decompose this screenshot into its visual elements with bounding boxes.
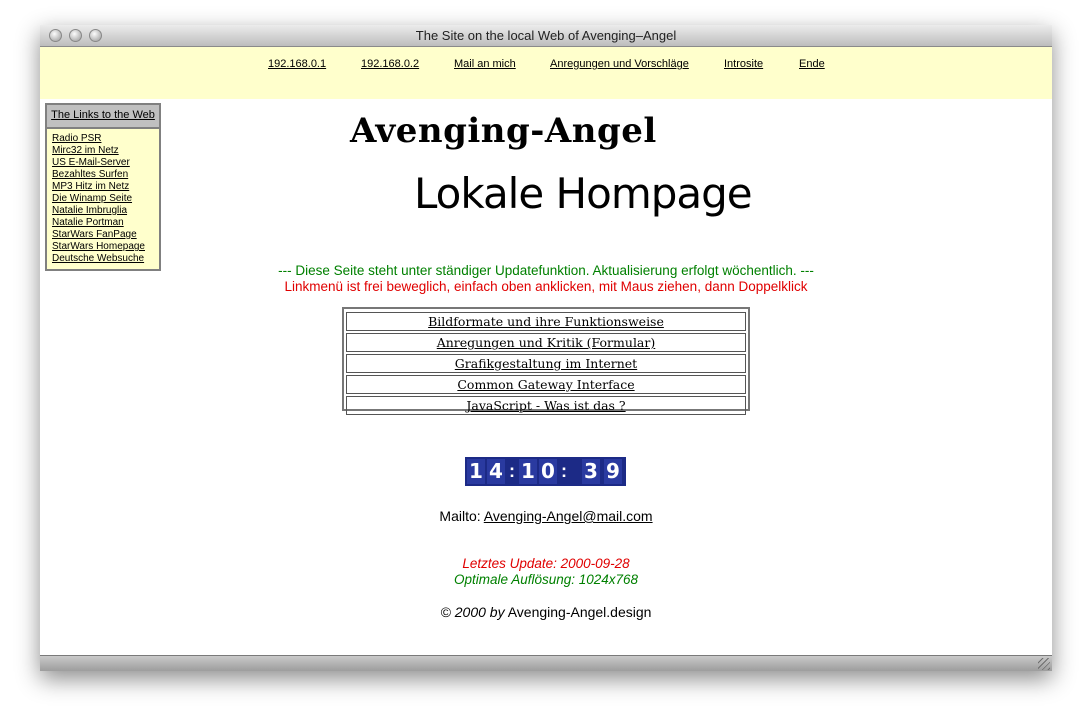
nav-link-suggestions[interactable]: Anregungen und Vorschläge [550,58,689,70]
table-row [346,396,746,415]
table-row [346,312,746,331]
page-content [40,99,1052,655]
digital-clock [465,457,626,486]
list-item [52,229,159,241]
list-item [52,205,159,217]
link-winamp[interactable]: Die Winamp Seite [52,193,133,204]
link-menu-title[interactable]: The Links to the Web [47,105,159,129]
copyright-year: © 2000 by [440,604,505,620]
mailto-label: Mailto: [439,508,484,524]
clock-separator: : [561,461,567,481]
table-row [346,333,746,352]
clock-separator: : [509,461,515,481]
link-mp3-hitz[interactable]: MP3 Hitz im Netz [52,181,130,192]
link-natalie-portman[interactable]: Natalie Portman [52,217,124,228]
menu-link-image-formats[interactable]: Bildformate und ihre Funktionsweise [428,314,664,329]
clock-digit: 4 [487,459,505,484]
list-item [52,181,159,193]
title-bar[interactable] [40,25,1052,47]
nav-link-end[interactable]: Ende [799,58,825,70]
browser-window [40,25,1052,671]
window-title: The Site on the local Web of Avenging–Angel [415,28,677,43]
menu-link-cgi[interactable]: Common Gateway Interface [457,377,635,392]
link-paid-surfing[interactable]: Bezahltes Surfen [52,169,129,180]
list-item [52,157,159,169]
link-menu-list [52,133,159,265]
nav-link-ip1[interactable]: 192.168.0.1 [268,58,327,70]
list-item [52,145,159,157]
menu-hint: Linkmenü ist frei beweglich, einfach oben anklicken, mit Maus ziehen, dann Doppelklick [284,279,808,294]
link-natalie-imbruglia[interactable]: Natalie Imbruglia [52,205,128,216]
table-row [346,375,746,394]
update-notice: --- Diese Seite steht unter ständiger Updatefunktion. Aktualisierung erfolgt wöchentlich. --- [278,263,814,278]
link-radio-psr[interactable]: Radio PSR [52,133,102,144]
contact-line [40,508,1052,524]
clock-digit: 1 [467,459,485,484]
topic-menu-table [342,307,750,411]
menu-link-feedback-form[interactable]: Anregungen und Kritik (Formular) [436,335,656,350]
link-starwars-fanpage[interactable]: StarWars FanPage [52,229,137,240]
resize-grip-icon[interactable] [1038,658,1050,670]
table-row [346,354,746,373]
floating-link-menu[interactable] [45,103,161,271]
link-mirc32[interactable]: Mirc32 im Netz [52,145,119,156]
list-item [52,193,159,205]
clock-digit: 1 [519,459,537,484]
list-item [52,133,159,145]
list-item [52,241,159,253]
list-item [52,217,159,229]
nav-link-ip2[interactable]: 192.168.0.2 [361,58,420,70]
copyright-owner: Avenging-Angel.design [504,604,652,620]
menu-link-javascript[interactable]: JavaScript - Was ist das ? [466,398,626,413]
menu-link-graphics-design[interactable]: Grafikgestaltung im Internet [454,356,638,371]
list-item [52,169,159,181]
link-starwars-homepage[interactable]: StarWars Homepage [52,241,145,252]
copyright [40,604,1052,620]
clock-digit: 9 [604,459,622,484]
site-logo-heading: Avenging-Angel [350,111,657,151]
optimal-resolution: Optimale Auflösung: 1024x768 [453,572,639,587]
last-update: Letztes Update: 2000-09-28 [462,556,630,571]
status-bar [40,655,1052,671]
top-navigation [40,47,1052,99]
link-german-websearch[interactable]: Deutsche Websuche [52,253,145,264]
nav-link-introsite[interactable]: Introsite [724,58,764,70]
email-link[interactable]: Avenging-Angel@mail.com [483,508,653,524]
link-us-email-server[interactable]: US E-Mail-Server [52,157,130,168]
clock-digit: 0 [539,459,557,484]
nav-link-mail[interactable]: Mail an mich [454,58,516,70]
clock-digit: 3 [582,459,600,484]
page-subtitle: Lokale Hompage [414,169,752,218]
